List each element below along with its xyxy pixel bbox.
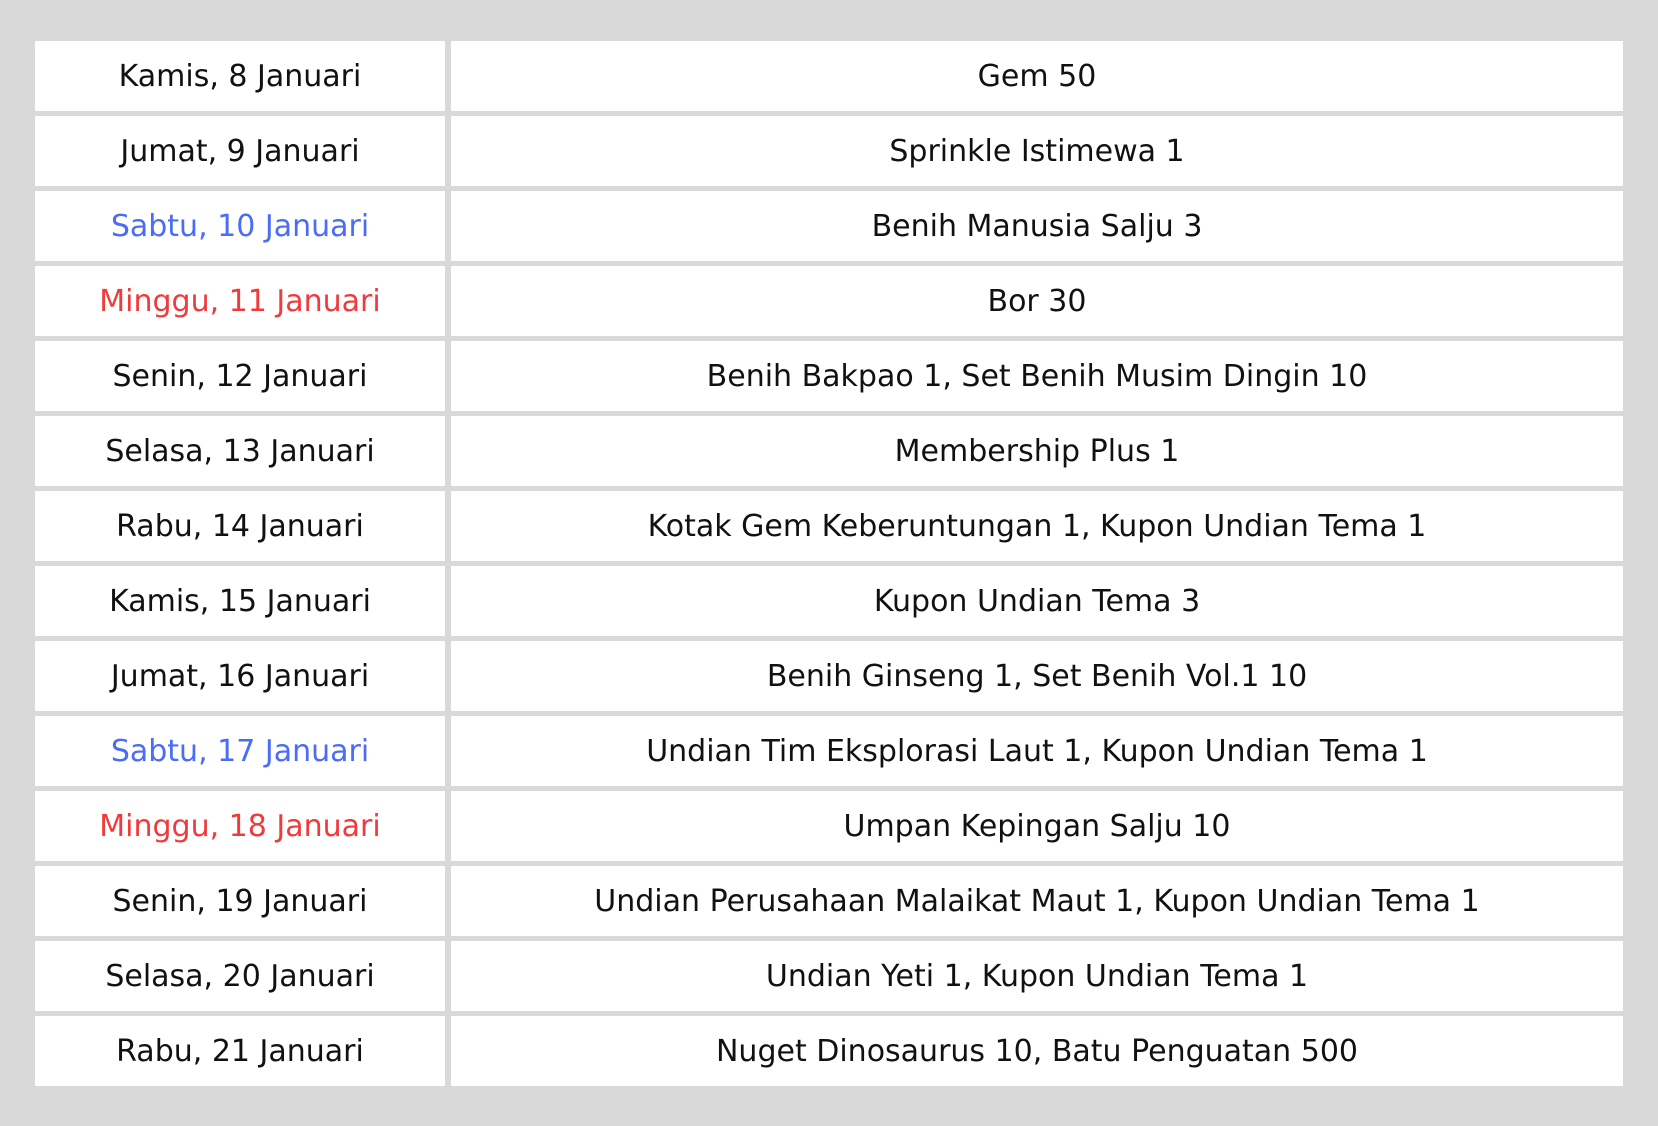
reward-cell: Gem 50 — [451, 41, 1623, 111]
date-cell: Rabu, 14 Januari — [35, 491, 445, 561]
reward-cell: Kotak Gem Keberuntungan 1, Kupon Undian Tema 1 — [451, 491, 1623, 561]
date-cell: Kamis, 15 Januari — [35, 566, 445, 636]
reward-cell: Kupon Undian Tema 3 — [451, 566, 1623, 636]
date-cell: Selasa, 13 Januari — [35, 416, 445, 486]
date-cell: Jumat, 9 Januari — [35, 116, 445, 186]
date-cell: Senin, 19 Januari — [35, 866, 445, 936]
date-cell: Senin, 12 Januari — [35, 341, 445, 411]
date-cell: Sabtu, 17 Januari — [35, 716, 445, 786]
reward-cell: Benih Manusia Salju 3 — [451, 191, 1623, 261]
reward-cell: Benih Bakpao 1, Set Benih Musim Dingin 10 — [451, 341, 1623, 411]
reward-cell: Benih Ginseng 1, Set Benih Vol.1 10 — [451, 641, 1623, 711]
date-cell: Kamis, 8 Januari — [35, 41, 445, 111]
reward-cell: Undian Yeti 1, Kupon Undian Tema 1 — [451, 941, 1623, 1011]
date-cell: Minggu, 11 Januari — [35, 266, 445, 336]
reward-cell: Nuget Dinosaurus 10, Batu Penguatan 500 — [451, 1016, 1623, 1086]
date-cell: Minggu, 18 Januari — [35, 791, 445, 861]
reward-schedule-table — [35, 41, 1623, 1086]
reward-cell: Undian Perusahaan Malaikat Maut 1, Kupon Undian Tema 1 — [451, 866, 1623, 936]
reward-cell: Bor 30 — [451, 266, 1623, 336]
date-cell: Rabu, 21 Januari — [35, 1016, 445, 1086]
reward-cell: Sprinkle Istimewa 1 — [451, 116, 1623, 186]
reward-cell: Undian Tim Eksplorasi Laut 1, Kupon Undian Tema 1 — [451, 716, 1623, 786]
reward-cell: Membership Plus 1 — [451, 416, 1623, 486]
date-cell: Jumat, 16 Januari — [35, 641, 445, 711]
reward-cell: Umpan Kepingan Salju 10 — [451, 791, 1623, 861]
date-cell: Sabtu, 10 Januari — [35, 191, 445, 261]
date-cell: Selasa, 20 Januari — [35, 941, 445, 1011]
